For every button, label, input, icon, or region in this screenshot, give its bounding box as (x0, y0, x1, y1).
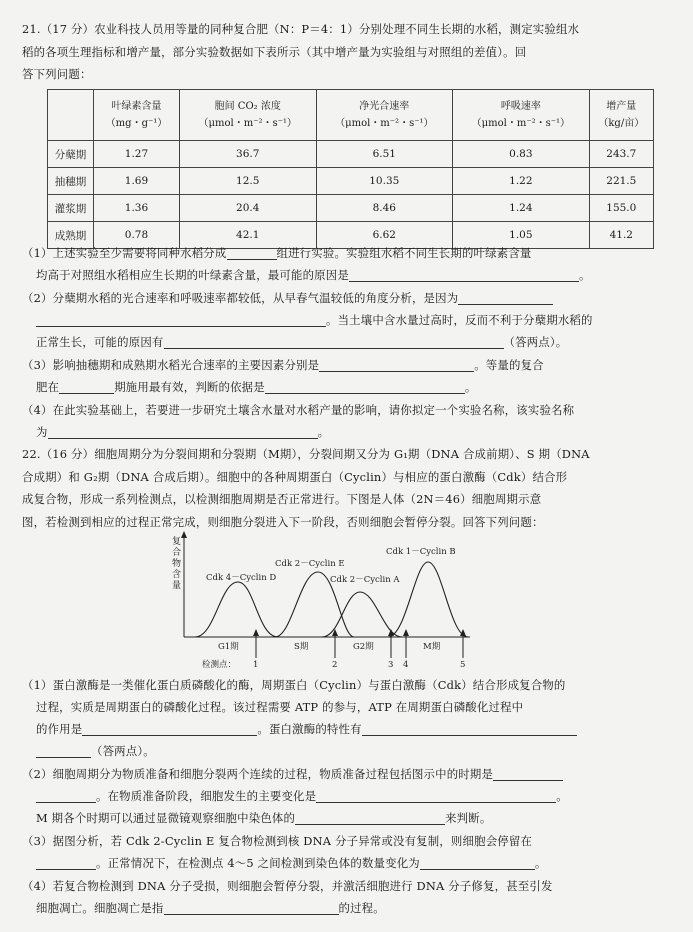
curve-label: Cdk 2－Cyclin E (275, 559, 345, 569)
q21-sub2-cont2: 正常生长，可能的原因有 （答两点）。 (36, 335, 568, 349)
table-cell: 243.7 (589, 141, 653, 168)
phase-label: G1期 (218, 642, 239, 652)
answer-blank[interactable] (420, 855, 535, 870)
phase-label: S期 (294, 642, 309, 652)
table-cell: 1.36 (94, 195, 180, 222)
q22-sub2-cont2: M 期各个时期可以通过显微镜观察细胞中染色体的 来判断。 (36, 811, 492, 825)
answer-blank[interactable] (164, 900, 339, 915)
phase-label: M期 (423, 642, 441, 652)
q22-sub2-cont: 。在物质准备阶段，细胞发生的主要变化是 。 (36, 785, 672, 808)
answer-blank[interactable] (295, 810, 445, 825)
q21-sub2-cont: 。当土壤中含水量过高时，反而不利于分蘖期水稻的 (36, 309, 672, 332)
q22-sub4: （4）若复合物检测到 DNA 分子受损，则细胞会暂停分裂，并激活细胞进行 DNA 分子修复，甚至引发 (22, 879, 553, 893)
q21-sub2: （2）分蘖期水稻的光合速率和呼吸速率都较低，从早春气温较低的角度分析，是因为 (22, 287, 672, 310)
table-row-label: 成熟期 (48, 222, 94, 249)
answer-blank[interactable] (362, 721, 577, 736)
table-header-cell: 叶绿素含量 （mg・g⁻¹） (94, 90, 180, 141)
table-header-cell: 呼吸速率 （μmol・m⁻²・s⁻¹） (453, 90, 590, 141)
table-cell: 1.22 (453, 168, 590, 195)
table-row (48, 141, 654, 168)
table-cell: 20.4 (179, 195, 316, 222)
answer-blank[interactable] (316, 788, 556, 803)
table-row (48, 168, 654, 195)
table-cell: 1.24 (453, 195, 590, 222)
y-axis-label (172, 535, 184, 591)
table-row-label: 灌浆期 (48, 195, 94, 222)
answer-blank[interactable] (458, 290, 553, 305)
y-label-char: 量 (172, 581, 182, 591)
y-label-char: 合 (172, 548, 182, 558)
answer-blank[interactable] (82, 721, 257, 736)
q22-intro-line: 成复合物，形成一系列检测点，以检测细胞周期是否正常进行。下图是人体（2N＝46）细胞周期示意 (22, 492, 542, 506)
phase-label: G2期 (353, 642, 374, 652)
q21-sub1-cont: 均高于对照组水稻相应生长期的叶绿素含量，最可能的原因是 。 (36, 268, 591, 282)
table-cell: 1.05 (453, 222, 590, 249)
q22-sub1-cont: 过程，实质是周期蛋白的磷酸化过程。该过程需要 ATP 的参与，ATP 在周期蛋白磷酸化过程中 (36, 700, 524, 714)
q22-sub4-cont: 细胞凋亡。细胞凋亡是指 的过程。 (36, 901, 385, 915)
q22-sub2: （2）细胞周期分为物质准备和细胞分裂两个连续的过程，物质准备过程包括图示中的时期是 (22, 763, 672, 786)
checkpoint-number: 2 (332, 660, 338, 670)
q21-intro-line: 答下列问题： (22, 67, 92, 81)
curve-label: Cdk 2－Cyclin A (330, 575, 400, 585)
q21-intro-line: 稻的各项生理指标和增产量，部分实验数据如下表所示（其中增产量为实验组与对照组的差值）。回 (22, 44, 527, 59)
table-header-cell: 胞间 CO₂ 浓度 （μmol・m⁻²・s⁻¹） (179, 90, 316, 141)
y-label-char: 物 (172, 559, 182, 569)
q22-sub3-cont: 。正常情况下，在检测点 4～5 之间检测到染色体的数量变化为 。 (36, 852, 672, 875)
y-label-char: 含 (172, 570, 182, 580)
table-cell: 41.2 (589, 222, 653, 249)
answer-blank[interactable] (265, 379, 465, 394)
q22-sub1-cont2: 的作用是 。蛋白激酶的特性有 (36, 718, 672, 741)
answer-blank[interactable] (319, 357, 474, 372)
table-header-cell: 增产量 （kg/亩） (589, 90, 653, 141)
table-cell: 6.62 (316, 222, 453, 249)
checkpoint-number: 1 (253, 660, 259, 670)
curve-cdk1-cyclinB (388, 562, 468, 637)
q22-sub3: （3）据图分析，若 Cdk 2-Cyclin E 复合物检测到核 DNA 分子异常或没有复制，则细胞会停留在 (22, 834, 533, 848)
checkpoint-number: 4 (403, 660, 409, 670)
answer-blank[interactable] (349, 267, 579, 282)
table-cell: 0.78 (94, 222, 180, 249)
checkpoint-label: 检测点： (202, 660, 237, 670)
table-cell: 8.46 (316, 195, 453, 222)
table-header-row (48, 90, 654, 141)
q21-data-table (47, 89, 654, 249)
q21-sub4: （4）在此实验基础上，若要进一步研究土壤含水量对水稻产量的影响，请你拟定一个实验名称，该实验名称 (22, 403, 575, 417)
answer-blank[interactable] (36, 855, 96, 870)
curve-label: Cdk 1－Cyclin B (386, 547, 456, 557)
curve-cdk4-cyclinD (195, 582, 278, 637)
q22-intro-line: 图，若检测到相应的过程正常完成，则细胞分裂进入下一阶段，否则细胞会暂停分裂。回答下列问题： (22, 514, 544, 529)
table-cell: 10.35 (316, 168, 453, 195)
table-cell: 36.7 (179, 141, 316, 168)
answer-blank[interactable] (48, 424, 318, 439)
answer-blank[interactable] (36, 743, 91, 758)
y-label-char: 复 (172, 537, 182, 547)
q21-sub3: （3）影响抽穗期和成熟期水稻光合速率的主要因素分别是 。等量的复合 (22, 358, 544, 372)
q21-sub3-cont: 肥在 期施用最有效，判断的依据是 。 (36, 380, 477, 394)
cell-cycle-figure (170, 530, 490, 670)
answer-blank[interactable] (493, 766, 563, 781)
checkpoint-number: 3 (388, 660, 394, 670)
table-header-cell: 净光合速率 （μmol・m⁻²・s⁻¹） (316, 90, 453, 141)
table-row (48, 195, 654, 222)
q22-intro (22, 443, 672, 533)
curve-label: Cdk 4－Cyclin D (206, 573, 277, 583)
answer-blank[interactable] (59, 379, 114, 394)
q21-intro (22, 18, 672, 86)
answer-blank[interactable] (227, 245, 277, 260)
q22-sub1: （1）蛋白激酶是一类催化蛋白质磷酸化的酶，周期蛋白（Cyclin）与蛋白激酶（Cdk）结合形成复合物的 (22, 678, 566, 692)
table-cell: 42.1 (179, 222, 316, 249)
table-cell: 6.51 (316, 141, 453, 168)
q22-intro-line: 合成期）和 G₂期（DNA 合成后期）。细胞中的各种周期蛋白（Cyclin）与相应的蛋白激酶（Cdk）结合形 (22, 469, 568, 484)
table-cell: 1.27 (94, 141, 180, 168)
q21-sub1: （1）上述实验至少需要将同种水稻分成 组进行实验。实验组水稻不同生长期的叶绿素含量 (22, 246, 532, 260)
table-row-label: 分蘖期 (48, 141, 94, 168)
q21-intro-line: 21.（17 分）农业科技人员用等量的同种复合肥（N：P＝4：1）分别处理不同生长期的水稻，测定实验组水 (22, 22, 580, 36)
answer-blank[interactable] (164, 334, 504, 349)
q21-sub4-cont: 为 。 (36, 425, 330, 439)
table-cell: 155.0 (589, 195, 653, 222)
table-cell: 0.83 (453, 141, 590, 168)
answer-blank[interactable] (36, 312, 326, 327)
table-cell: 12.5 (179, 168, 316, 195)
table-row-label: 抽穗期 (48, 168, 94, 195)
table-cell: 1.69 (94, 168, 180, 195)
curve-cdk2-cyclinA (322, 592, 402, 637)
q22-intro-line: 22.（16 分）细胞周期分为分裂间期和分裂期（M期），分裂间期又分为 G₁期（DNA 合成前期）、S 期（DNA (22, 447, 590, 461)
q22-sub1-cont3: （答两点）。 (36, 740, 672, 763)
checkpoint-number: 5 (460, 660, 466, 670)
answer-blank[interactable] (36, 788, 96, 803)
table-corner-cell (48, 90, 94, 141)
table-cell: 221.5 (589, 168, 653, 195)
